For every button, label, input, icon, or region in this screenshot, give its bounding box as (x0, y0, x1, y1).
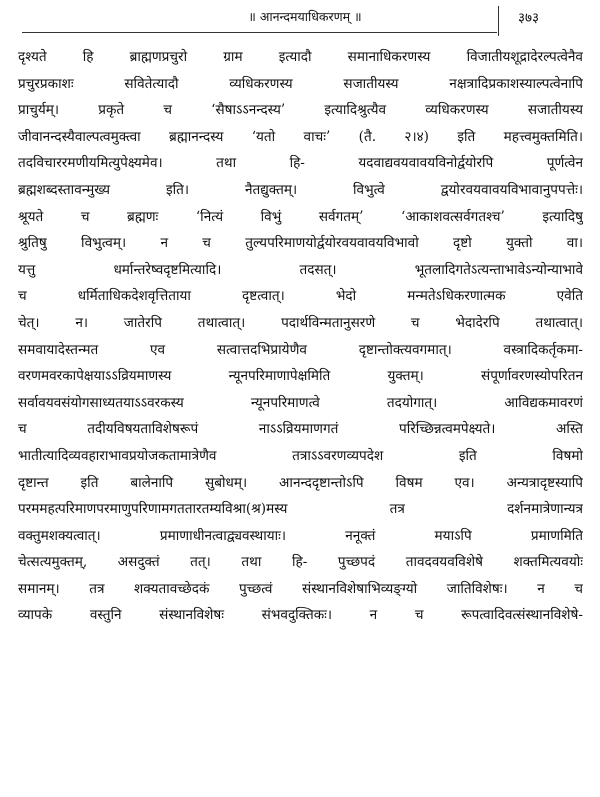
text-line: व्यापके वस्तुनि संस्थानविशेषः संभवदुक्तिकः। न च रूपत्वादिवत्संस्थानविशेषे- (18, 607, 583, 624)
header-rule (22, 32, 497, 33)
text-line: भातीत्यादिव्यवहाराभावप्रयोजकतामात्रेणैव तत्राऽऽवरणव्यपदेश इति विषमो (18, 447, 583, 464)
text-line: दृश्यते हि ब्राह्मणप्रचुरो ग्राम इत्यादौ समानाधिकरणस्य विजातीयशूद्रादेरल्पत्वेनैव (18, 49, 583, 65)
text-line: जीवानन्दस्यैवाल्पत्वमुक्त्वा ब्रह्मानन्दस्य ‘यतो वाचः’ (तै. २।४) इति महत्त्वमुक्तमिति। (18, 128, 583, 145)
running-title: ॥ आनन्दमयाधिकरणम् ॥ (248, 9, 362, 24)
text-line: समानम्। तत्र शक्यतावच्छेदकं पुच्छत्वं संस्थानविशेषाभिव्यङ्ग्यो जातिविशेषः। न च (18, 580, 583, 597)
text-line: चेत्। न। जातेरपि तथात्वात्। पदार्थविन्मतानुसरणे च भेदादेरपि तथात्वात्। (18, 314, 583, 331)
page-number: ३७३ (518, 10, 540, 26)
text-line: परममहत्परिमाणपरमाणुपरिणामगततारतम्यविश्रा(श्र)मस्य तत्र दर्शनमात्रेणान्यत्र (18, 501, 583, 518)
text-line: सर्वावयवसंयोगसाध्यतयाऽऽवरकस्य न्यूनपरिमाणत्वे तदयोगात्। आविद्यकमावरणं (18, 394, 583, 411)
text-line: च तदीयविषयताविशेषरूपं नाऽऽव्रियमाणगतं परिच्छिन्नत्वमपेक्ष्यते। अस्ति (18, 421, 583, 438)
text-line: वक्तुमशक्यत्वात्। प्रमाणाधीनत्वाद्व्यवस्थायाः। ननूक्तं मयाऽपि प्रमाणमिति (18, 527, 583, 544)
header-divider (498, 6, 499, 36)
text-line: वरणमवरकापेक्षयाऽऽव्रियमाणस्य न्यूनपरिमाणापेक्षमिति युक्तम्। संपूर्णावरणस्योपरितन (18, 368, 583, 385)
text-line: चेत्सत्यमुक्तम्, असदुक्तं तत्। तथा हि- पुच्छपदं तावदवयवविशेषे शक्तमित्यवयोः (18, 554, 583, 571)
text-line: ब्रह्मशब्दस्तावन्मुख्य इति। नैतद्युक्तम्। विभुत्वे द्वयोरवयवावयविभावानुपपत्तेः। (18, 181, 583, 198)
text-line: समवायादेस्तन्मत एव सत्वात्तदभिप्रायेणैव दृष्टान्तोक्त्यवगमात्। वस्त्रादिकर्तृकमा- (18, 341, 583, 358)
text-line: तदविचाररमणीयमित्युपेक्ष्यमेव। तथा हि- यदवाद्यवयवावयविनोर्द्वयोरपि पूर्णत्वेन (18, 155, 583, 172)
text-line: श्रुतिषु विभुत्वम्। न च तुल्यपरिमाणयोर्द्वयोरवयवावयविभावो दृष्टो युक्तो वा। (18, 235, 583, 252)
text-line: यत्तु धर्मान्तरेष्वदृष्टमित्यादि। तदसत्। भूतलादिगतेऽत्यन्ताभावेऽन्योन्याभावे (18, 261, 583, 278)
text-line: श्रूयते च ब्रह्मणः ‘नित्यं विभुं सर्वगतम्’ ‘आकाशवत्सर्वगतश्च’ इत्यादिषु (18, 208, 583, 225)
text-line: प्राचुर्यम्। प्रकृते च ‘सैषाऽऽनन्दस्य’ इत्यादिश्रुत्यैव व्यधिकरणस्य सजातीयस्य (18, 102, 583, 119)
page-header (0, 6, 600, 36)
text-line: च धर्मिताधिकदेशवृत्तिताया दृष्टत्वात्। भेदो मन्मतेऽधिकरणात्मक एवेति (18, 288, 583, 305)
body-text (18, 44, 583, 629)
text-line: प्रचुरप्रकाशः सवितेत्यादौ व्यधिकरणस्य सजातीयस्य नक्षत्रादिप्रकाशस्याल्पत्वेनापि (18, 75, 583, 92)
text-line: दृष्टान्त इति बालेनापि सुबोधम्। आनन्ददृष्टान्तोऽपि विषम एव। अन्यत्रादृष्टस्यापि (18, 474, 583, 491)
